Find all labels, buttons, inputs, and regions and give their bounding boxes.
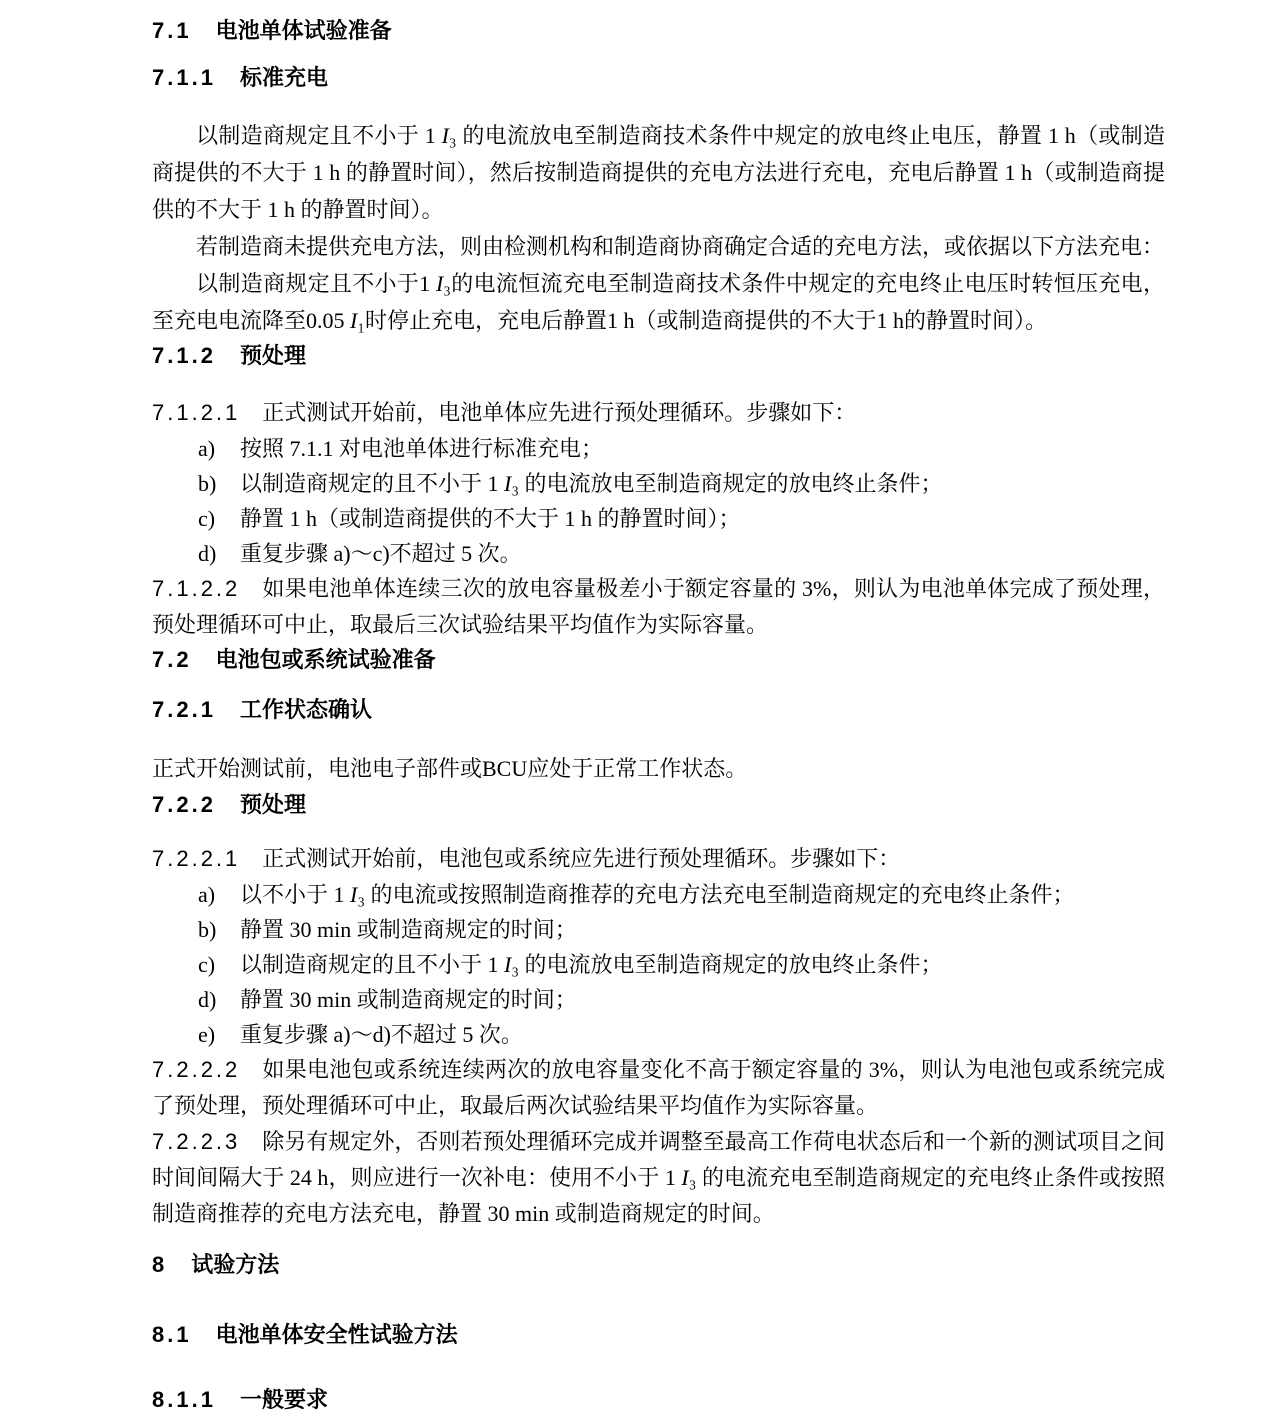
pack-precondition-steps xyxy=(152,877,1165,1052)
clause-number: 7.2.2.2 xyxy=(152,1057,241,1082)
section-heading-7-2-1 xyxy=(152,697,1165,723)
clause-text: 正式测试开始前，电池包或系统应先进行预处理循环。步骤如下： xyxy=(262,846,901,871)
section-number: 7.2.2 xyxy=(152,792,216,817)
clause-text: 除另有规定外，否则若预处理循环完成并调整至最高工作荷电状态后和一个新的测试项目之间时间间隔大于 24 h，则应进行一次补电：使用不小于 1 I₃ 的电流充电至制造商规定的充电终止条件或按照制造商推荐的充电方法充电，静置 30 min 或制造商规定的时间。 xyxy=(152,1129,1166,1226)
clause-text: 正式测试开始前，电池单体应先进行预处理循环。步骤如下： xyxy=(262,400,857,425)
list-item-text: 静置 30 min 或制造商规定的时间； xyxy=(240,917,577,942)
list-item-marker: c) xyxy=(198,506,216,531)
chapter-heading-8 xyxy=(152,1252,1165,1278)
section-title: 电池单体安全性试验方法 xyxy=(215,1322,458,1347)
paragraph-standard-charge-2: 若制造商未提供充电方法，则由检测机构和制造商协商确定合适的充电方法，或依据以下方法充电： xyxy=(196,234,1165,259)
list-item-text: 静置 30 min 或制造商规定的时间； xyxy=(240,987,577,1012)
list-item-marker: d) xyxy=(198,541,217,566)
section-title: 标准充电 xyxy=(239,65,328,90)
section-heading-8-1 xyxy=(152,1322,1165,1348)
list-item-text: 以不小于 1 I₃ 的电流或按照制造商推荐的充电方法充电至制造商规定的充电终止条件； xyxy=(240,882,1075,907)
list-item xyxy=(152,877,1165,912)
clause-7-2-2-2 xyxy=(152,1052,1165,1124)
list-item xyxy=(152,501,1165,536)
paragraph-standard-charge-3: 以制造商规定且不小于1 I₃的电流恒流充电至制造商技术条件中规定的充电终止电压时转恒压充电，至充电电流降至0.05 I₁时停止充电，充电后静置1 h（或制造商提供的不大于1 h的静置时间）。 xyxy=(152,271,1165,333)
list-item-text: 以制造商规定的且不小于 1 I₃ 的电流放电至制造商规定的放电终止条件； xyxy=(240,952,943,977)
clause-7-2-2-1 xyxy=(152,841,1165,877)
section-number: 7.1.2 xyxy=(152,343,216,368)
section-heading-7-2-2 xyxy=(152,792,1165,818)
section-heading-7-1 xyxy=(152,18,1165,44)
document-page xyxy=(152,0,1165,1413)
section-heading-7-1-1 xyxy=(152,65,1165,91)
section-number: 8.1.1 xyxy=(152,1387,216,1412)
clause-7-1-2-1 xyxy=(152,395,1165,431)
section-title: 试验方法 xyxy=(191,1252,280,1277)
section-heading-7-1-2 xyxy=(152,343,1165,369)
section-number: 8 xyxy=(152,1252,168,1277)
section-title: 工作状态确认 xyxy=(239,697,372,722)
clause-number: 7.2.2.1 xyxy=(152,846,241,871)
section-title: 电池包或系统试验准备 xyxy=(215,647,436,672)
clause-number: 7.1.2.1 xyxy=(152,400,241,425)
cell-precondition-steps xyxy=(152,431,1165,571)
section-title: 预处理 xyxy=(239,343,306,368)
list-item-text: 重复步骤 a)～c)不超过 5 次。 xyxy=(240,541,522,566)
list-item-marker: c) xyxy=(198,952,216,977)
clause-number: 7.1.2.2 xyxy=(152,576,241,601)
list-item-marker: b) xyxy=(198,917,217,942)
list-item-marker: d) xyxy=(198,987,217,1012)
list-item xyxy=(152,536,1165,571)
list-item-marker: a) xyxy=(198,882,216,907)
list-item-marker: e) xyxy=(198,1022,216,1047)
list-item xyxy=(152,431,1165,466)
list-item xyxy=(152,912,1165,947)
section-title: 电池单体试验准备 xyxy=(215,18,392,43)
list-item-text: 重复步骤 a)～d)不超过 5 次。 xyxy=(240,1022,523,1047)
clause-text: 如果电池单体连续三次的放电容量极差小于额定容量的 3%，则认为电池单体完成了预处理，预处理循环可中止，取最后三次试验结果平均值作为实际容量。 xyxy=(152,576,1165,637)
section-number: 7.2.1 xyxy=(152,697,216,722)
clause-7-1-2-2 xyxy=(152,571,1165,643)
list-item-text: 以制造商规定的且不小于 1 I₃ 的电流放电至制造商规定的放电终止条件； xyxy=(240,471,943,496)
section-number: 7.1.1 xyxy=(152,65,216,90)
clause-7-2-2-3 xyxy=(152,1124,1165,1232)
list-item-marker: b) xyxy=(198,471,217,496)
list-item-text: 按照 7.1.1 对电池单体进行标准充电； xyxy=(240,436,604,461)
list-item-text: 静置 1 h（或制造商提供的不大于 1 h 的静置时间）； xyxy=(240,506,741,531)
paragraph-standard-charge-1: 以制造商规定且不小于 1 I₃ 的电流放电至制造商技术条件中规定的放电终止电压，静置 1 h（或制造商提供的不大于 1 h 的静置时间），然后按制造商提供的充电方法进行充电，充电后静置 1 h（或制造商提供的不大于 1 h 的静置时间）。 xyxy=(152,123,1165,222)
section-heading-7-2 xyxy=(152,647,1165,673)
section-number: 8.1 xyxy=(152,1322,192,1347)
section-number: 7.2 xyxy=(152,647,192,672)
clause-text: 如果电池包或系统连续两次的放电容量变化不高于额定容量的 3%，则认为电池包或系统完成了预处理，预处理循环可中止，取最后两次试验结果平均值作为实际容量。 xyxy=(152,1057,1165,1118)
list-item xyxy=(152,947,1165,982)
list-item-marker: a) xyxy=(198,436,216,461)
section-title: 一般要求 xyxy=(239,1387,328,1412)
list-item xyxy=(152,1017,1165,1052)
list-item xyxy=(152,466,1165,501)
section-title: 预处理 xyxy=(239,792,306,817)
section-number: 7.1 xyxy=(152,18,192,43)
list-item xyxy=(152,982,1165,1017)
paragraph-bcu-status: 正式开始测试前，电池电子部件或BCU应处于正常工作状态。 xyxy=(152,756,748,781)
section-heading-8-1-1 xyxy=(152,1387,1165,1413)
clause-number: 7.2.2.3 xyxy=(152,1129,241,1154)
